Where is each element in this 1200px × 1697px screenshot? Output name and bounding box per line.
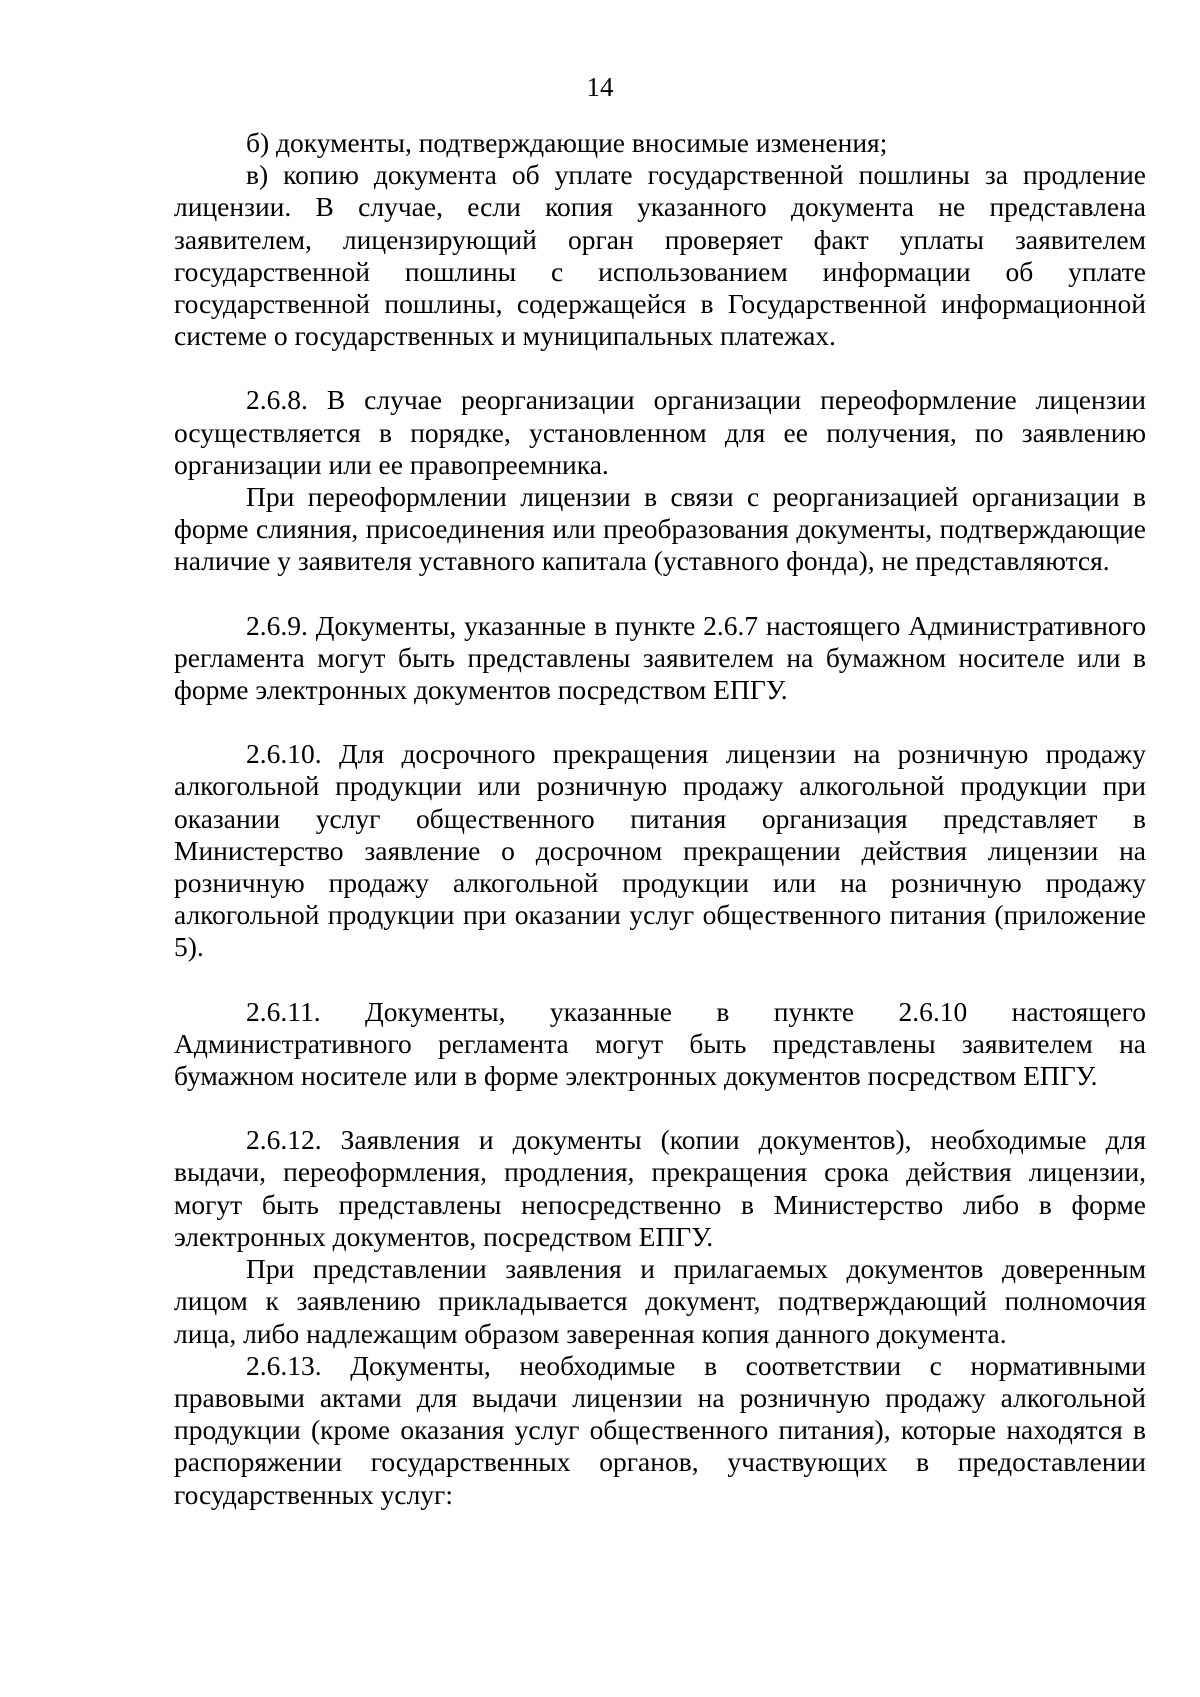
page-number: 14 bbox=[586, 72, 614, 102]
paragraph-2-6-12-continued: При представлении заявления и прилагаемых документов доверенным лицом к заявлению прикладывается документ, подтверждающий полномочия лица, либо надлежащим образом заверенная копия данного документа. bbox=[174, 1253, 1146, 1349]
paragraph-2-6-8: 2.6.8. В случае реорганизации организации переоформление лицензии осуществляется в порядке, установленном для ее получения, по заявлению организации или ее правопреемника. bbox=[174, 384, 1146, 480]
paragraph-2-6-9: 2.6.9. Документы, указанные в пункте 2.6.7 настоящего Административного регламента могут быть представлены заявителем на бумажном носителе или в форме электронных документов посредством ЕПГУ. bbox=[174, 609, 1146, 706]
paragraph-2-6-12: 2.6.12. Заявления и документы (копии документов), необходимые для выдачи, переоформления, продления, прекращения срока действия лицензии, могут быть представлены непосредственно в Министерство либо в форме электронных документов, посредством ЕПГУ. bbox=[174, 1124, 1146, 1252]
paragraph-2-6-13: 2.6.13. Документы, необходимые в соответствии с нормативными правовыми актами для выдачи лицензии на розничную продажу алкогольной продукции (кроме оказания услуг общественного питания), которые находятся в распоряжении государственных органов, участвующих в предоставлении государственных услуг: bbox=[174, 1349, 1146, 1510]
paragraph-item-v: в) копию документа об уплате государственной пошлины за продление лицензии. В случае, если копия указанного документа не представлена заявителем, лицензирующий орган проверяет факт уплаты заявителем государственной пошлины с использованием информации об уплате государственной пошлины, содержащейся в Государственной информационной системе о государственных и муниципальных платежах. bbox=[174, 159, 1146, 352]
paragraph-item-b: б) документы, подтверждающие вносимые изменения; bbox=[246, 127, 888, 158]
document-body bbox=[174, 127, 1146, 1511]
paragraph-2-6-10: 2.6.10. Для досрочного прекращения лицензии на розничную продажу алкогольной продукции или розничную продажу алкогольной продукции при оказании услуг общественного питания организация представляет в Министерство заявление о досрочном прекращении действия лицензии на розничную продажу алкогольной продукции или на розничную продажу алкогольной продукции при оказании услуг общественного питания (приложение 5). bbox=[174, 738, 1146, 963]
paragraph-2-6-8-continued: При переоформлении лицензии в связи с реорганизацией организации в форме слияния, присоединения или преобразования документы, подтверждающие наличие у заявителя уставного капитала (уставного фонда), не представляются. bbox=[174, 481, 1146, 577]
paragraph-2-6-11: 2.6.11. Документы, указанные в пункте 2.6.10 настоящего Административного регламента могут быть представлены заявителем на бумажном носителе или в форме электронных документов посредством ЕПГУ. bbox=[174, 995, 1146, 1092]
